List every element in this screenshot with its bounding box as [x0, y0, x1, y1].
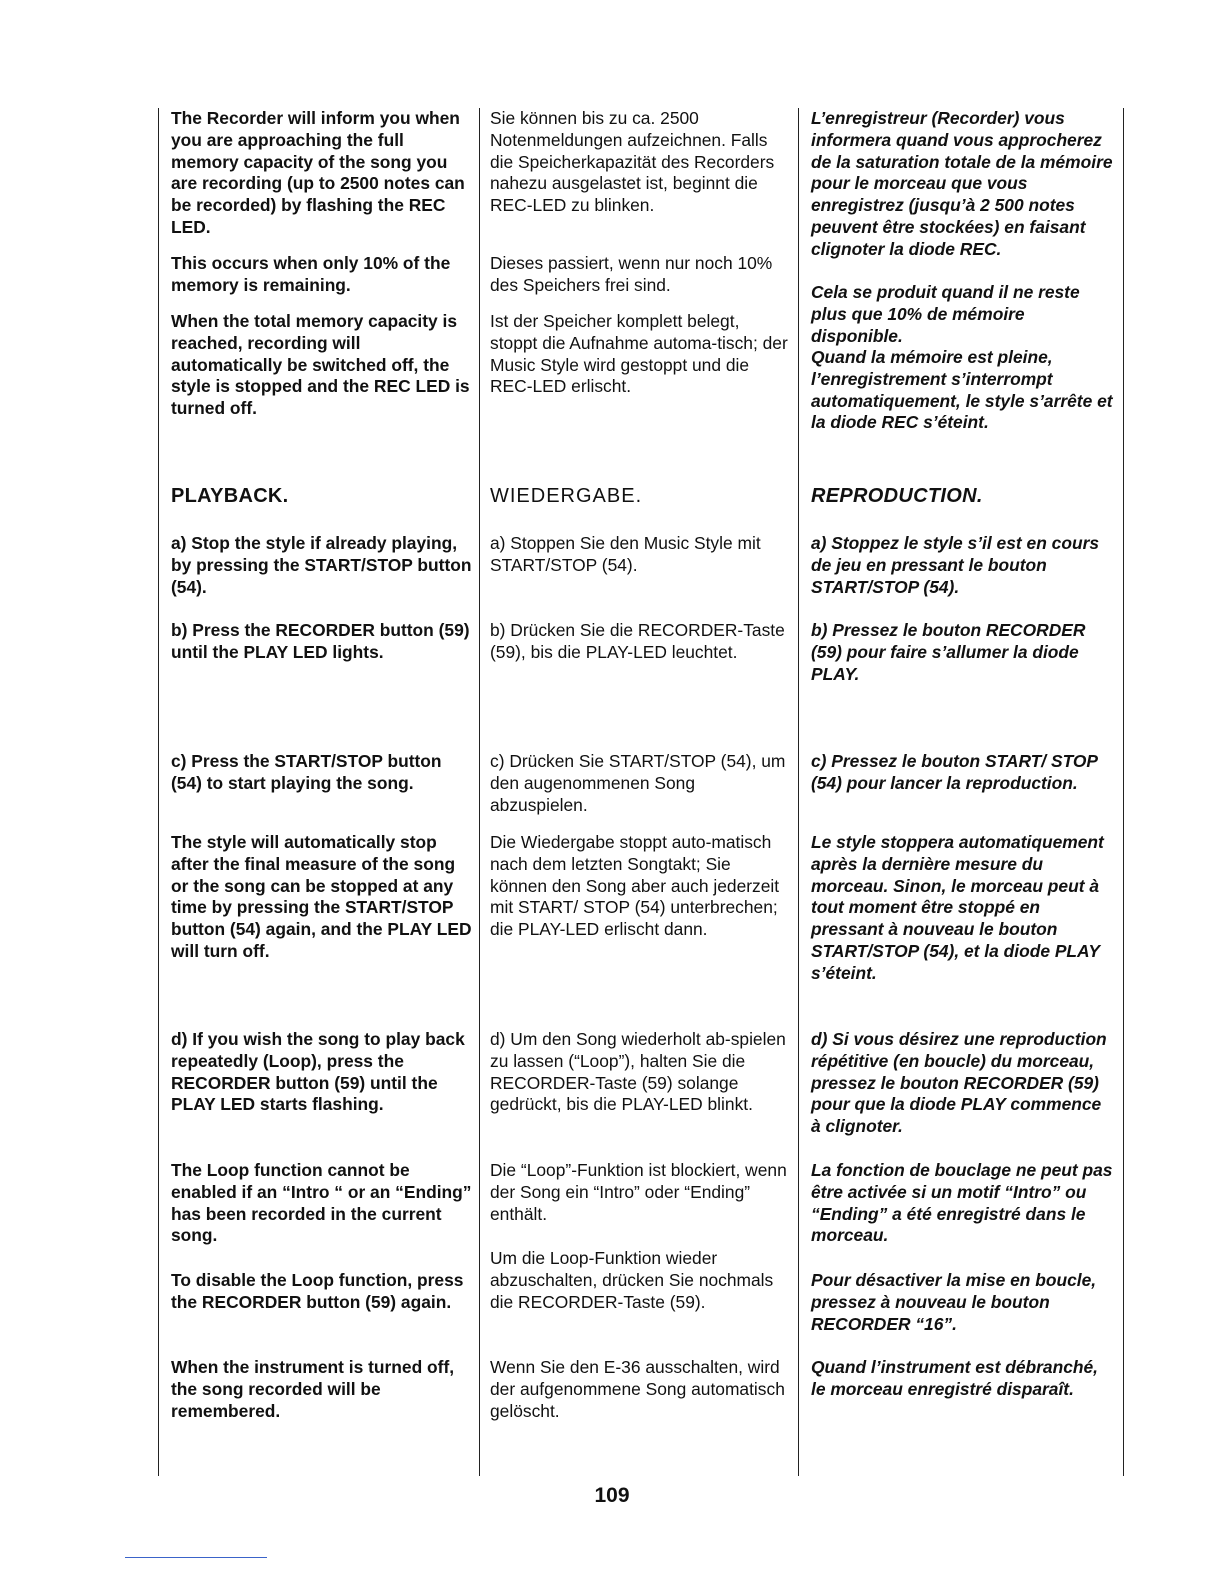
de-recorder-memory-paragraph: Sie können bis zu ca. 2500 Notenmeldungen aufzeichnen. Falls die Speicherkapazität des Recorders nahezu ausgelastet ist, beginnt die REC-LED zu blinken. [490, 108, 775, 216]
en-playback-heading: PLAYBACK. [171, 485, 289, 507]
de-step-b: b) Drücken Sie die RECORDER-Taste (59), bis die PLAY-LED leuchtet. [490, 620, 785, 662]
en-turn-off-paragraph: When the instrument is turned off, the song recorded will be remembered. [171, 1357, 455, 1421]
en-step-d: d) If you wish the song to play back repeatedly (Loop), press the RECORDER button (59) until the PLAY LED starts flashing. [171, 1029, 465, 1115]
fr-memory-full-paragraph: Quand la mémoire est pleine, l’enregistrement s’interrompt automatiquement, le style s’arrête et la diode REC s’éteint. [811, 347, 1113, 433]
de-ten-percent-paragraph: Dieses passiert, wenn nur noch 10% des Speichers frei sind. [490, 253, 773, 295]
en-loop-blocked-paragraph: The Loop function cannot be enabled if an “Intro “ or an “Ending” has been recorded in the current song. [171, 1160, 472, 1246]
de-wiedergabe-heading: WIEDERGABE. [490, 485, 643, 507]
fr-step-c: c) Pressez le bouton START/ STOP (54) pour lancer la reproduction. [811, 751, 1098, 793]
de-step-a: a) Stoppen Sie den Music Style mit START/STOP (54). [490, 533, 761, 575]
en-disable-loop-paragraph: To disable the Loop function, press the RECORDER button (59) again. [171, 1270, 464, 1312]
fr-step-a: a) Stoppez le style s’il est en cours de jeu en pressant le bouton START/STOP (54). [811, 533, 1100, 597]
fr-step-d: d) Si vous désirez une reproduction répétitive (en boucle) du morceau, pressez le bouton RECORDER (59) pour que la diode PLAY commence à clignoter. [811, 1029, 1107, 1137]
fr-loop-blocked-paragraph: La fonction de bouclage ne peut pas être activée si un motif “Intro” ou “Ending” a été enregistré dans le morceau. [811, 1160, 1113, 1246]
column-rule-center-left [479, 108, 480, 1476]
fr-recorder-memory-paragraph: L’enregistreur (Recorder) vous informera quand vous approcherez de la saturation totale de la mémoire pour le morceau que vous enregistrez (jusqu’à 2 500 notes peuvent être stockées) en faisant clignoter la diode REC. [811, 108, 1113, 259]
de-step-d: d) Um den Song wiederholt ab-spielen zu lassen (“Loop”), halten Sie die RECORDER-Taste (59) solange gedrückt, bis die PLAY-LED blinkt. [490, 1029, 786, 1115]
fr-turn-off-paragraph: Quand l’instrument est débranché, le morceau enregistré disparaît. [811, 1357, 1098, 1399]
page-number: 109 [594, 1484, 630, 1507]
column-rule-right [1123, 108, 1124, 1476]
de-style-stop-paragraph: Die Wiedergabe stoppt auto-matisch nach dem letzten Songtakt; Sie können den Song aber auch jederzeit mit START/ STOP (54) unterbrechen; die PLAY-LED erlischt dann. [490, 832, 780, 940]
en-step-c: c) Press the START/STOP button (54) to start playing the song. [171, 751, 442, 793]
fr-ten-percent-paragraph: Cela se produit quand il ne reste plus que 10% de mémoire disponible. [811, 282, 1080, 346]
en-ten-percent-paragraph: This occurs when only 10% of the memory is remaining. [171, 253, 451, 295]
fr-style-stop-paragraph: Le style stoppera automatiquement après la dernière mesure du morceau. Sinon, le morceau peut à tout moment être stoppé en pressant à nouveau le bouton START/STOP (54), et la diode PLAY s’éteint. [811, 832, 1104, 983]
en-memory-full-paragraph: When the total memory capacity is reached, recording will automatically be switched off, the style is stopped and the REC LED is turned off. [171, 311, 470, 419]
en-step-b: b) Press the RECORDER button (59) until the PLAY LED lights. [171, 620, 470, 662]
fr-step-b: b) Pressez le bouton RECORDER (59) pour faire s’allumer la diode PLAY. [811, 620, 1086, 684]
fr-reproduction-heading: REPRODUCTION. [811, 485, 983, 507]
en-recorder-memory-paragraph: The Recorder will inform you when you are approaching the full memory capacity of the song you are recording (up to 2500 notes can be recorded) by flashing the REC LED. [171, 108, 465, 237]
de-loop-blocked-paragraph: Die “Loop”-Funktion ist blockiert, wenn der Song ein “Intro” oder “Ending” enthält. [490, 1160, 787, 1224]
de-turn-off-paragraph: Wenn Sie den E-36 ausschalten, wird der aufgenommene Song automatisch gelöscht. [490, 1357, 785, 1421]
de-disable-loop-paragraph: Um die Loop-Funktion wieder abzuschalten, drücken Sie nochmals die RECORDER-Taste (59). [490, 1248, 774, 1312]
de-memory-full-paragraph: Ist der Speicher komplett belegt, stoppt die Aufnahme automa-tisch; der Music Style wird gestoppt und die REC-LED erlischt. [490, 311, 788, 397]
de-step-c: c) Drücken Sie START/STOP (54), um den augenommenen Song abzuspielen. [490, 751, 786, 815]
column-rule-left [158, 108, 159, 1476]
fr-disable-loop-paragraph: Pour désactiver la mise en boucle, pressez à nouveau le bouton RECORDER “16”. [811, 1270, 1097, 1334]
footer-rule [125, 1557, 267, 1558]
en-style-stop-paragraph: The style will automatically stop after the final measure of the song or the song can be stopped at any time by pressing the START/STOP button (54) again, and the PLAY LED will turn off. [171, 832, 472, 961]
column-rule-center-right [798, 108, 799, 1476]
en-step-a: a) Stop the style if already playing, by pressing the START/STOP button (54). [171, 533, 472, 597]
